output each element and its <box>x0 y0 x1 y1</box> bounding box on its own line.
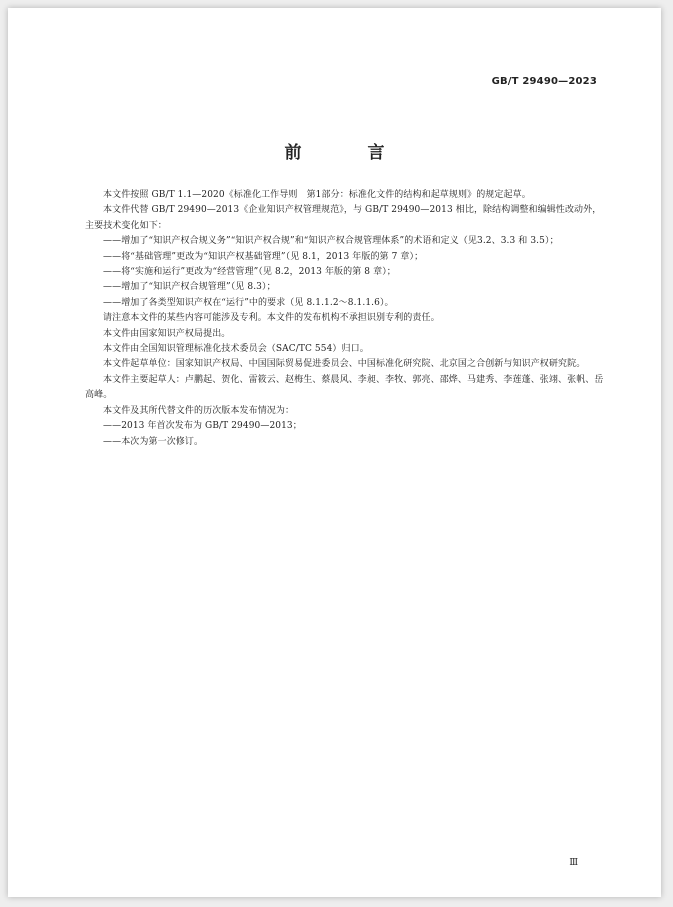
history-item: ——本次为第一次修订。 <box>103 436 204 447</box>
change-item: ——将“基础管理”更改为“知识产权基础管理”（见 8.1，2013 年版的第 7 章）； <box>103 251 424 262</box>
change-item: ——增加了“知识产权合规义务”“知识产权合规”和“知识产权合规管理体系”的术语和定义（见3.2、3.3 和 3.5）； <box>103 236 559 247</box>
change-item: ——增加了“知识产权合规管理”（见 8.3）； <box>103 282 276 293</box>
history-item: ——2013 年首次发布为 GB/T 29490—2013； <box>103 421 302 432</box>
paragraph-proposer: 本文件由国家知识产权局提出。 <box>103 328 231 339</box>
paragraph-drafters: 本文件主要起草人：卢鹏起、贺化、雷筱云、赵梅生、蔡晨风、李昶、李牧、郭亮、邵烨、马建秀、李莲蓬、张翊、张帆、岳高峰。 <box>85 374 604 401</box>
page-title: 前 言 <box>284 143 415 163</box>
paragraph-committee: 本文件由全国知识管理标准化技术委员会（SAC/TC 554）归口。 <box>103 344 369 355</box>
paragraph-replacement: 本文件代替 GB/T 29490—2013《企业知识产权管理规范》，与 GB/T 29490—2013 相比，除结构调整和编辑性改动外，主要技术变化如下： <box>85 205 602 231</box>
document-page <box>8 8 661 897</box>
standard-number: GB/T 29490—2023 <box>491 76 597 87</box>
foreword-body <box>85 188 605 450</box>
paragraph-drafting-units: 本文件起草单位：国家知识产权局、中国国际贸易促进委员会、中国标准化研究院、北京国之合创新与知识产权研究院。 <box>103 359 586 370</box>
paragraph-history-intro: 本文件及其所代替文件的历次版本发布情况为： <box>103 405 295 416</box>
paragraph-patent-notice: 请注意本文件的某些内容可能涉及专利。本文件的发布机构不承担识别专利的责任。 <box>103 313 440 324</box>
change-list <box>85 234 605 311</box>
history-list <box>85 419 605 450</box>
paragraph-drafting-rules: 本文件按照 GB/T 1.1—2020《标准化工作导则 第1部分：标准化文件的结构和起草规则》的规定起草。 <box>103 190 531 200</box>
change-item: ——增加了各类型知识产权在“运行”中的要求（见 8.1.1.2～8.1.1.6）。 <box>103 297 394 308</box>
change-item: ——将“实施和运行”更改为“经营管理”（见 8.2，2013 年版的第 8 章）； <box>103 267 396 278</box>
page-number: Ⅲ <box>569 858 578 868</box>
